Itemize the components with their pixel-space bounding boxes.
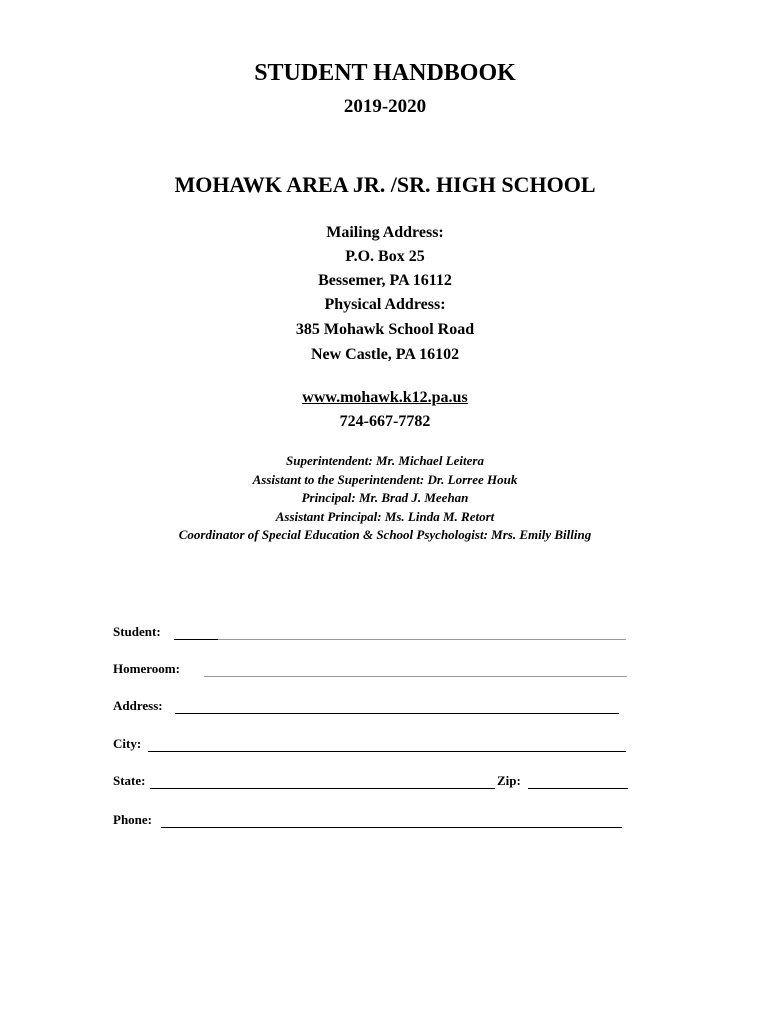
address-label: Address: <box>113 698 163 713</box>
address-line[interactable] <box>175 713 619 714</box>
website-link[interactable]: www.mohawk.k12.pa.us <box>302 389 468 406</box>
mailing-city: Bessemer, PA 16112 <box>318 272 452 289</box>
zip-line[interactable] <box>528 788 628 789</box>
page-title: STUDENT HANDBOOK <box>254 60 516 86</box>
mailing-po-box: P.O. Box 25 <box>345 248 425 265</box>
staff-principal: Principal: Mr. Brad J. Meehan <box>301 490 469 505</box>
staff-superintendent: Superintendent: Mr. Michael Leitera <box>286 453 484 468</box>
staff-assistant-superintendent: Assistant to the Superintendent: Dr. Lorree Houk <box>252 472 518 487</box>
staff-special-education-coordinator: Coordinator of Special Education & School Psychologist: Mrs. Emily Billing <box>178 527 592 542</box>
mailing-address-label: Mailing Address: <box>326 224 444 241</box>
website-link-wrapper <box>0 389 770 407</box>
staff-assistant-principal: Assistant Principal: Ms. Linda M. Retort <box>275 509 495 524</box>
physical-street: 385 Mohawk School Road <box>295 321 475 338</box>
school-name: MOHAWK AREA JR. /SR. HIGH SCHOOL <box>174 172 596 197</box>
student-line[interactable] <box>218 639 626 640</box>
physical-city: New Castle, PA 16102 <box>310 346 460 363</box>
student-label: Student: <box>113 624 161 639</box>
state-line[interactable] <box>150 788 495 789</box>
school-phone: 724-667-7782 <box>339 413 431 430</box>
phone-line[interactable] <box>161 827 622 828</box>
city-line[interactable] <box>148 751 626 752</box>
school-year: 2019-2020 <box>343 96 427 117</box>
homeroom-line[interactable] <box>204 676 627 677</box>
homeroom-label: Homeroom: <box>113 661 180 676</box>
state-label: State: <box>113 773 146 788</box>
physical-address-label: Physical Address: <box>324 296 446 313</box>
zip-label: Zip: <box>497 773 521 788</box>
phone-label: Phone: <box>113 812 152 827</box>
city-label: City: <box>113 736 142 751</box>
student-line-short <box>174 639 218 640</box>
